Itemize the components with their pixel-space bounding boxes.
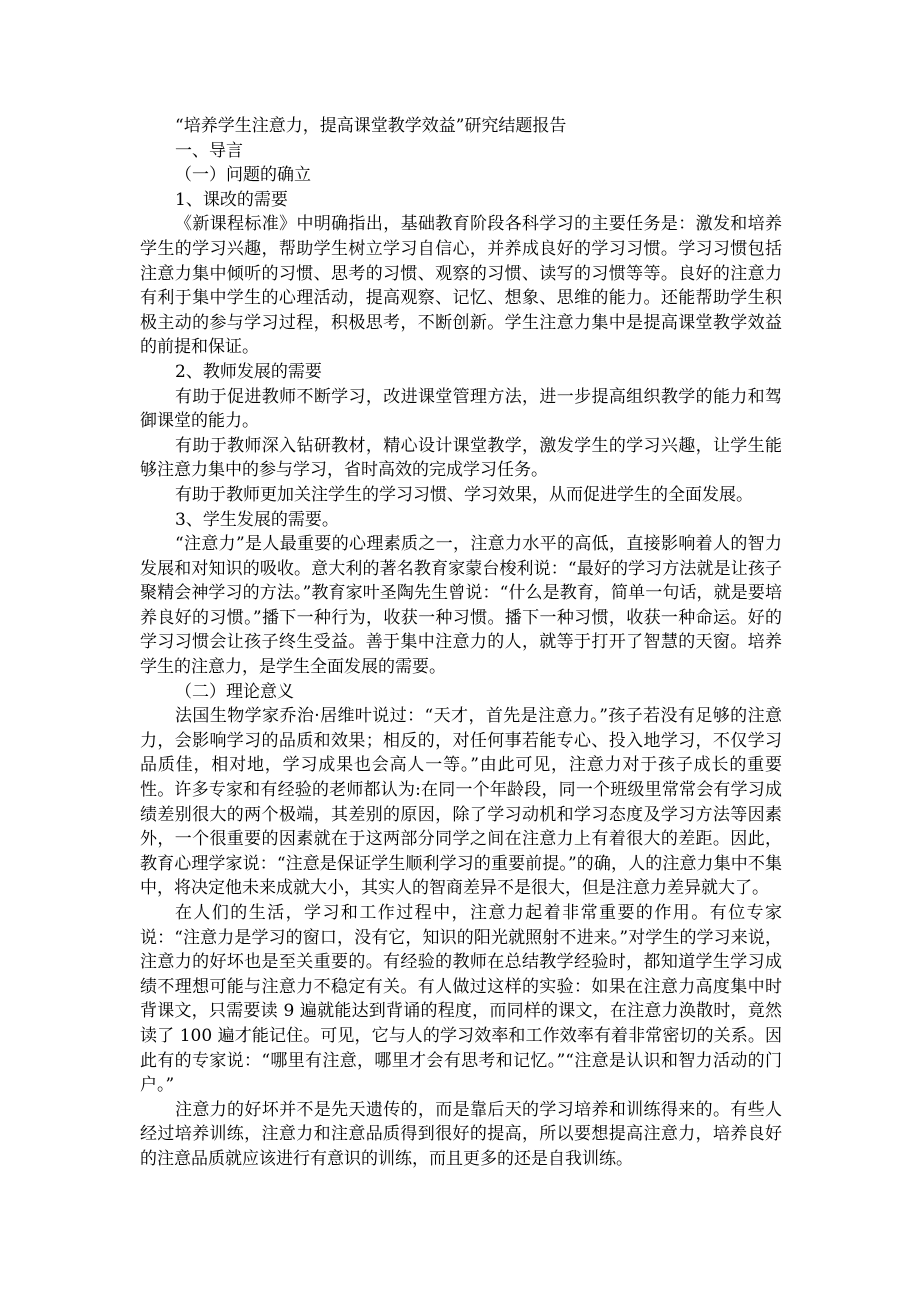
item-heading-student: 3、学生发展的需要。 [175, 509, 339, 530]
paragraph: 有助于促进教师不断学习，改进课堂管理方法，进一步提高组织教学的能力和驾御课堂的能力。 [140, 386, 782, 432]
paragraph: 《新课程标准》中明确指出，基础教育阶段各科学习的主要任务是：激发和培养学生的学习兴趣，帮助学生树立学习自信心，并养成良好的学习习惯。学习习惯包括注意力集中倾听的习惯、思考的习惯、观察的习惯、读写的习惯等等。良好的注意力有利于集中学生的心理活动，提高观察、记忆、想象、思维的能力。还能帮助学生积极主动的参与学习过程，积极思考，不断创新。学生注意力集中是提高课堂教学效益的前提和保证。 [140, 214, 782, 358]
paragraph: 有助于教师更加关注学生的学习习惯、学习效果，从而促进学生的全面发展。 [175, 484, 753, 505]
subsection-heading-problem: （一）问题的确立 [175, 165, 311, 186]
document-title: “培养学生注意力，提高课堂教学效益”研究结题报告 [175, 116, 567, 136]
paragraph: 法国生物学家乔治·居维叶说过：“天才，首先是注意力。”孩子若没有足够的注意力，会影响学习的品质和效果；相反的，对任何事若能专心、投入地学习，不仅学习品质佳，相对地，学习成果也会高人一等。”由此可见，注意力对于孩子成长的重要性。许多专家和有经验的老师都认为:在同一个年龄段，同一个班级里常常会有学习成绩差别很大的两个极端，其差别的原因，除了学习动机和学习态度及学习方法等因素外，一个很重要的因素就在于这两部分同学之间在注意力上有着很大的差距。因此，教育心理学家说：“注意是保证学生顺利学习的重要前提。”的确，人的注意力集中不集中，将决定他未来成就大小，其实人的智商差异不是很大，但是注意力差异就大了。 [140, 706, 782, 899]
item-heading-curriculum: 1、课改的需要 [175, 189, 288, 210]
paragraph: “注意力”是人最重要的心理素质之一，注意力水平的高低，直接影响着人的智力发展和对知识的吸收。意大利的著名教育家蒙台梭利说：“最好的学习方法就是让孩子聚精会神学习的方法。”教育家叶圣陶先生曾说：“什么是教育，简单一句话，就是要培养良好的习惯。”播下一种行为，收获一种习惯。播下一种习惯，收获一种命运。好的学习习惯会让孩子终生受益。善于集中注意力的人，就等于打开了智慧的天窗。培养学生的注意力，是学生全面发展的需要。 [140, 534, 782, 678]
document-body [140, 114, 782, 1172]
paragraph: 有助于教师深入钻研教材，精心设计课堂教学，激发学生的学习兴趣，让学生能够注意力集中的参与学习，省时高效的完成学习任务。 [140, 435, 782, 481]
paragraph: 在人们的生活，学习和工作过程中，注意力起着非常重要的作用。有位专家说：“注意力是学习的窗口，没有它，知识的阳光就照射不进来。”对学生的学习来说，注意力的好坏也是至关重要的。有经验的教师在总结教学经验时，都知道学生学习成绩不理想可能与注意力不稳定有关。有人做过这样的实验：如果在注意力高度集中时背课文，只需要读 9 遍就能达到背诵的程度，而同样的课文，在注意力涣散时，竟然读了 100 遍才能记住。可见，它与人的学习效率和工作效率有着非常密切的关系。因此有的专家说：“哪里有注意，哪里才会有思考和记忆。”“注意是认识和智力活动的门户。” [140, 903, 782, 1096]
subsection-heading-theory: （二）理论意义 [175, 681, 294, 702]
section-heading-intro: 一、导言 [175, 140, 243, 161]
item-heading-teacher: 2、教师发展的需要 [175, 361, 322, 382]
paragraph: 注意力的好坏并不是先天遗传的，而是靠后天的学习培养和训练得来的。有些人经过培养训练，注意力和注意品质得到很好的提高，所以要想提高注意力，培养良好的注意品质就应该进行有意识的训练，而且更多的还是自我训练。 [140, 1099, 782, 1169]
